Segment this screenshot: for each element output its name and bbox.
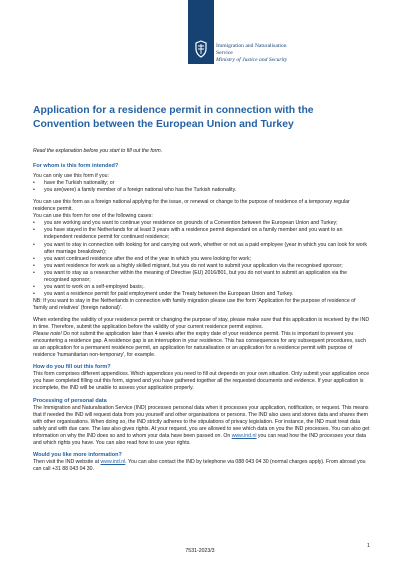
please-note-text: Do not submit the application later than 4 weeks after the expiry date of your residence permit. This is important to prevent you encountering a residence gap. A residence gap is an interruption in your residence. This has consequences for any subsequent procedures, such as an application for a permanent residence permit, an application for naturalisation or an application for a residence permit with purpose of residence 'humanitarian non-temporary', for example. bbox=[33, 331, 366, 359]
validity-paragraph: When extending the validity of your residence permit or changing the purpose of stay, please make sure that this application is received by the IND in time. Therefore, submit the application before the validity of your current residence permit expires. bbox=[33, 316, 370, 331]
list-item bbox=[33, 187, 371, 194]
more-info-text-part: . You can also contact the IND by telephone via 088 043 04 30 (normal charges apply). From abroad you can call +31 88 043 04 30. bbox=[33, 458, 366, 473]
org-line-1: Immigration and Naturalisation bbox=[216, 43, 287, 49]
section-heading-how: How do you fill out this form? bbox=[33, 364, 111, 371]
document-code: 7531-2023/3 bbox=[185, 548, 215, 554]
use-paragraph-2: You can use this form for one of the following cases: bbox=[33, 213, 153, 220]
bullet-icon: • bbox=[33, 283, 35, 290]
nb-note: NB: If you want to stay in the Netherlands in connection with family migration please use the form 'Application for the purpose of residence of 'family and relatives' (foreign national)'. bbox=[33, 297, 356, 311]
bullet-icon: • bbox=[33, 227, 35, 234]
who-lead-text: You can only use this form if you: bbox=[33, 173, 109, 180]
list-item-text: you have stayed in the Netherlands for at least 3 years with a residence permit dependant on a family member and you want to an independent residence permit for continued residence; bbox=[44, 227, 343, 241]
bullet-icon: • bbox=[33, 290, 35, 297]
list-item bbox=[33, 284, 371, 291]
ind-website-link[interactable]: www.ind.nl bbox=[100, 458, 126, 465]
list-item-text: you want to work on a self-employed basis;. bbox=[44, 283, 145, 290]
please-note-label: Please note! bbox=[33, 331, 62, 338]
bullet-icon: • bbox=[33, 180, 35, 187]
ministry-name: Ministry of Justice and Security bbox=[216, 57, 288, 63]
section-heading-more-info: Would you like more information? bbox=[33, 451, 122, 458]
how-text: This form comprises different appendices. Which appendices you need to fill out depends on your own situation. Only submit your application once you have completed filling out this form, signed and you have gathered together all the requested documents and evidence. If your application is incomplete, the IND will be unable to assess your application properly. bbox=[33, 371, 370, 392]
list-item-text: you want to stay as a researcher within the meaning of Directive (EU) 2016/801, but you do not want to submit an application via the recognised sponsor; bbox=[44, 269, 348, 283]
intro-text: Read the explanation before you start to fill out the form. bbox=[33, 148, 163, 154]
more-info-text bbox=[33, 459, 371, 473]
list-item-text: you want a residence permit for paid employment under the Treaty between the European Union and Turkey. bbox=[44, 290, 294, 297]
list-item bbox=[33, 291, 371, 298]
list-item bbox=[33, 242, 371, 256]
organization-name bbox=[216, 43, 287, 64]
bullet-icon: • bbox=[33, 255, 35, 262]
list-item-text: have the Turkish nationality; or bbox=[44, 180, 115, 187]
crest-icon bbox=[193, 40, 209, 58]
please-note-paragraph bbox=[33, 331, 371, 359]
bullet-icon: • bbox=[33, 220, 35, 227]
personal-data-text-part: The Immigration and Naturalisation Service (IND) processes personal data when it processes your application, notification, or request. This means that if needed the IND will request data from you yourself and other organisations or persons. The IND also uses and stores data and shares them with other organisations. When doing so, the IND strictly adheres to the stipulations of privacy legislation. For instance, the IND must treat data safely and with due care. The law also gives rights. At your request, you are allowed to see which data on you the IND processes. You can also get information on why the IND does so and to whom your data have been passed on. On bbox=[33, 404, 370, 439]
list-item bbox=[33, 256, 371, 263]
bullet-icon: • bbox=[33, 187, 35, 194]
conditions-list bbox=[33, 180, 371, 194]
list-item bbox=[33, 180, 371, 187]
form-explanation bbox=[33, 163, 371, 473]
page-title: Application for a residence permit in connection with the Convention between the European Union and Turkey bbox=[33, 105, 314, 130]
bullet-icon: • bbox=[33, 262, 35, 269]
bullet-icon: • bbox=[33, 269, 35, 276]
list-item bbox=[33, 270, 371, 284]
more-info-text-part: Then visit the IND website at bbox=[33, 458, 101, 465]
list-item bbox=[33, 220, 371, 227]
use-paragraph-1: You can use this form as a foreign national applying for the issue, or renewal or change to the purpose of residence of a temporary regular residence permit. bbox=[33, 199, 350, 213]
list-item bbox=[33, 227, 371, 241]
personal-data-text bbox=[33, 405, 371, 447]
list-item-text: you want continued residence after the end of the year in which you were looking for work; bbox=[44, 255, 252, 262]
list-item-text: you are(were) a family member of a foreign national who has the Turkish nationality. bbox=[44, 187, 237, 194]
personal-data-text-part: you can read how the IND processes your data and which rights you have. You can also read how to use your rights. bbox=[33, 432, 367, 446]
section-heading-who: For whom is this form intended? bbox=[33, 163, 119, 169]
org-line-2: Service bbox=[216, 50, 233, 56]
section-heading-personal-data: Processing of personal data bbox=[33, 397, 107, 404]
bullet-icon: • bbox=[33, 241, 35, 248]
list-item bbox=[33, 263, 371, 270]
page-number: 1 bbox=[367, 543, 370, 549]
list-item-text: you want to stay in connection with looking for and carrying out work, whether or not as a paid employee (year in which you can look for work after marriage breakdown); bbox=[44, 241, 367, 255]
cases-list bbox=[33, 220, 371, 298]
list-item-text: you want residence for work as a highly skilled migrant, but you do not want to submit your application via the recognised sponsor; bbox=[44, 262, 343, 269]
ind-website-link[interactable]: www.ind.nl bbox=[231, 432, 257, 439]
list-item-text: you are working and you want to continue your residence on grounds of a Convention between the European Union and Turkey; bbox=[44, 220, 338, 227]
